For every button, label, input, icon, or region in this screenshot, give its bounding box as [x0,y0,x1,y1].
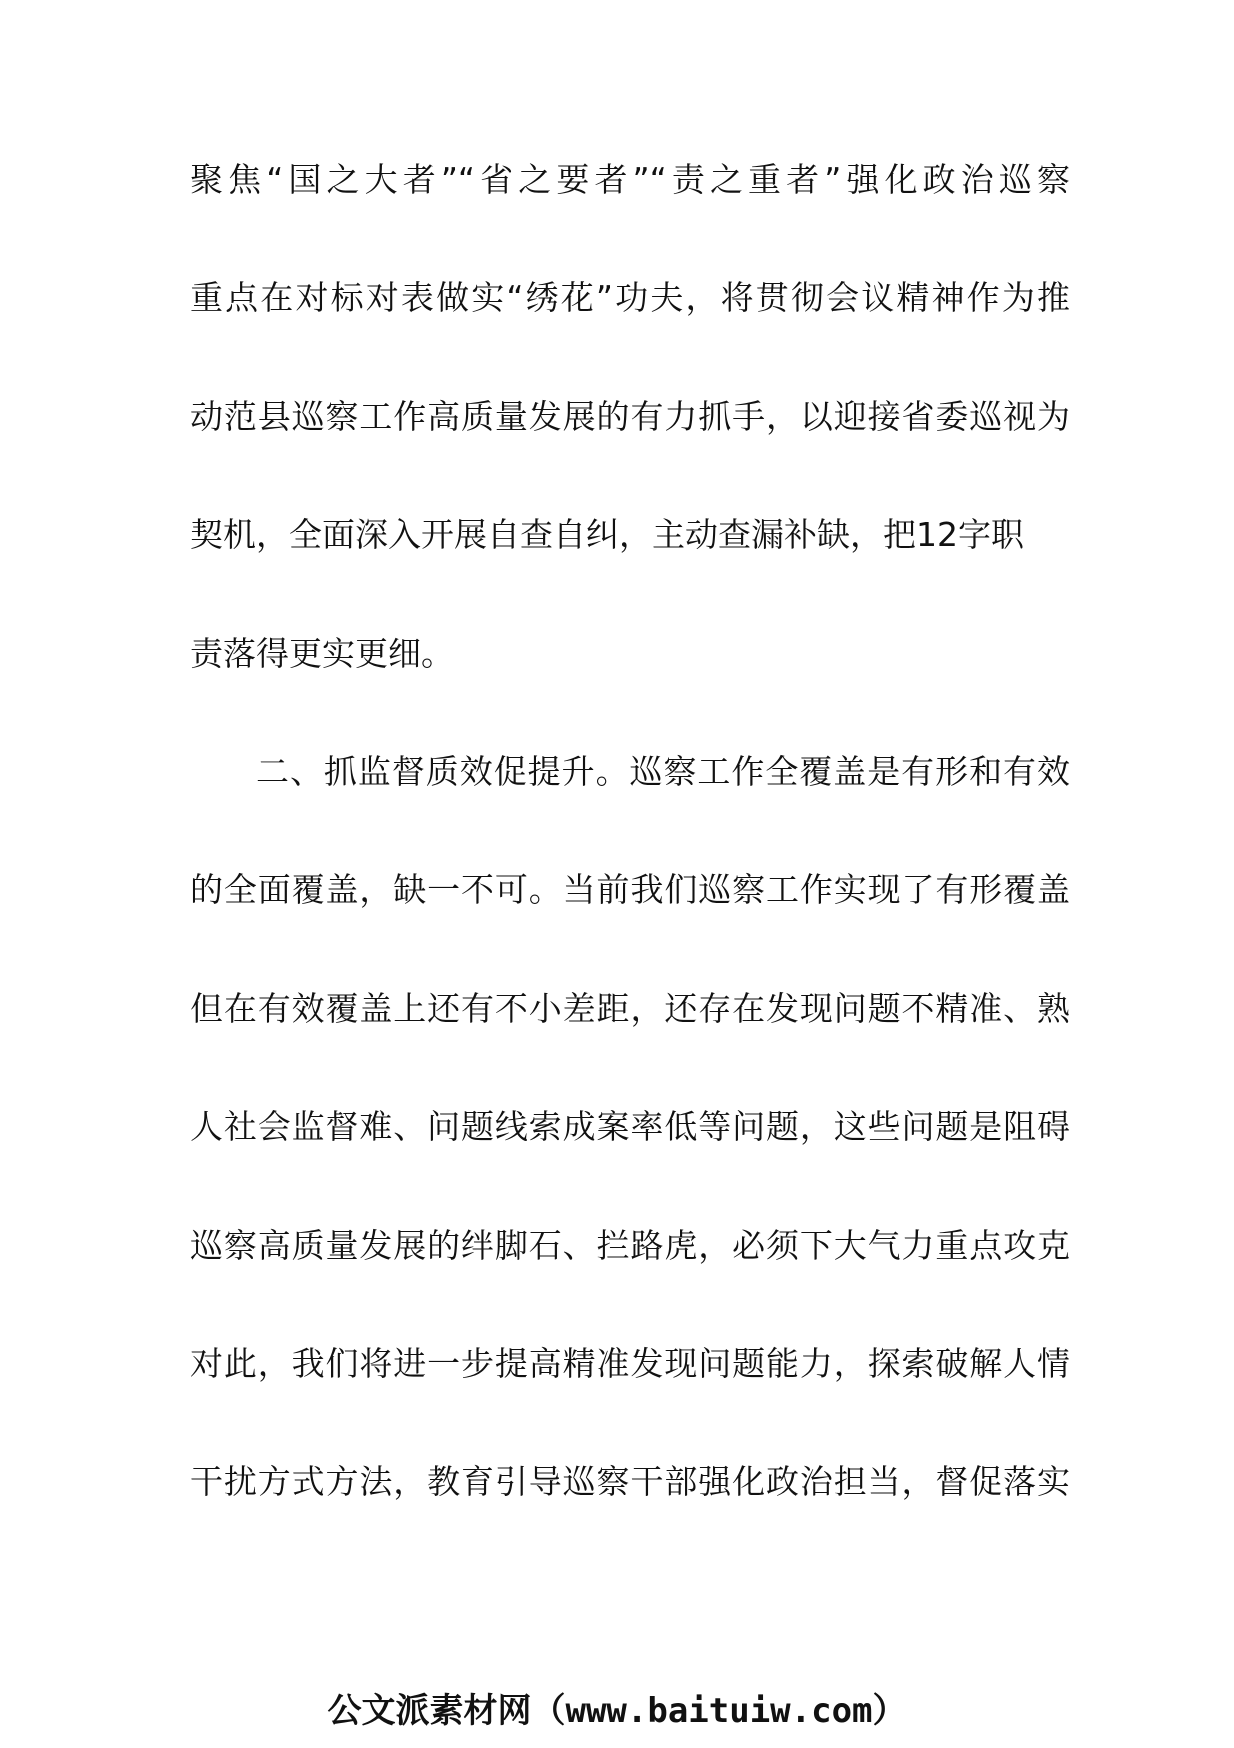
text-line: 干扰方式方法，教育引导巡察干部强化政治担当，督促落实 [190,1462,1070,1502]
text-line: 契机，全面深入开展自查自纠，主动查漏补缺，把12字职 [190,515,1024,555]
text-line: 巡察高质量发展的绊脚石、拦路虎，必须下大气力重点攻克 [190,1225,1070,1265]
text-line: 的全面覆盖，缺一不可。当前我们巡察工作实现了有形覆盖 [190,870,1070,910]
text-line: 责落得更实更细。 [190,633,454,673]
text-line: 动范县巡察工作高质量发展的有力抓手，以迎接省委巡视为 [190,396,1070,436]
body-text [190,152,1070,1573]
footer-url: （www.baituiw.com） [531,1691,907,1731]
text-line: 聚焦“国之大者”“省之要者”“责之重者”强化政治巡察 [190,160,1070,199]
footer-watermark [0,1683,1234,1732]
text-line: 但在有效覆盖上还有不小差距，还存在发现问题不精准、熟 [190,988,1070,1028]
text-line: 人社会监督难、问题线索成案率低等问题，这些问题是阻碍 [190,1107,1070,1147]
text-line: 对此，我们将进一步提高精准发现问题能力，探索破解人情 [190,1343,1070,1383]
paragraph-first-line: 二、抓监督质效促提升。巡察工作全覆盖是有形和有效 [256,751,1070,791]
footer-site-name: 公文派素材网 [327,1691,532,1731]
text-line: 重点在对标对表做实“绣花”功夫，将贯彻会议精神作为推 [190,278,1070,318]
